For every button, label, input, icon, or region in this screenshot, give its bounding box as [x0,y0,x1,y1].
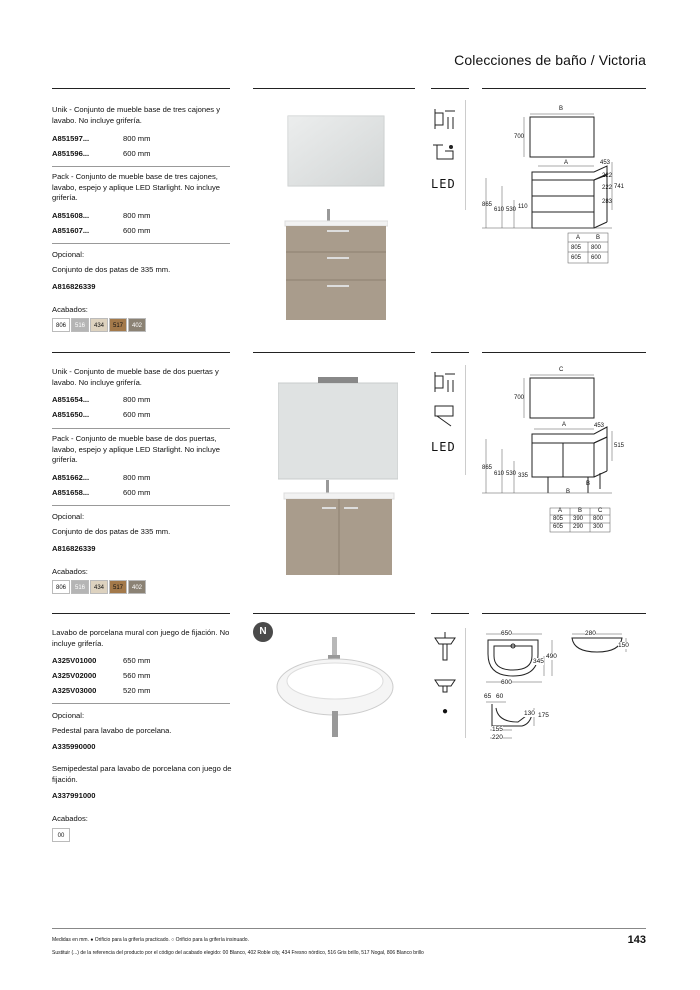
dim-label: 700 [514,395,525,401]
dim-label: 700 [514,134,525,140]
rule [482,613,646,614]
optional-description: Conjunto de dos patas de 335 mm. [52,527,171,536]
divider [52,243,230,244]
footer-note: Medidas en mm. ● Orificio para la grifería practicado. ○ Orificio para la grifería insinuado. [52,937,249,943]
optional-code: A816826339 [52,282,96,291]
icon-column [431,105,459,195]
optional-code: A335990000 [52,742,96,751]
dim-label: 610 [494,471,505,477]
dim-label: C [559,367,564,373]
footer-rule [52,928,646,929]
table-cell: 800 [591,245,602,251]
door-swing-icon [431,404,459,428]
product-size: 650 mm [123,656,151,665]
washbasin-image [270,635,400,740]
vanity-drawers-image [283,112,388,322]
swatch: 434 [90,318,108,332]
product-code: A851607... [52,226,90,235]
table-header: C [598,508,603,514]
divider [52,505,230,506]
product-size: 800 mm [123,211,151,220]
dim-label: 110 [518,204,528,210]
table-cell: 805 [571,245,582,251]
table-header: A [558,508,563,514]
technical-drawing [482,626,642,761]
rule [482,88,646,89]
rule [431,88,469,89]
table-cell: 600 [591,255,602,261]
icon-column [431,368,459,463]
swatch: 402 [128,580,146,594]
product-description: Unik - Conjunto de mueble base de dos puertas y lavabo. No incluye grifería. [52,367,219,387]
semi-pedestal-icon [431,674,459,694]
rule [52,88,230,89]
vanity-doors-image [278,373,398,578]
dim-label: 453 [594,423,605,429]
rule [482,352,646,353]
swatch: 516 [71,318,89,332]
dim-label: 650 [501,630,512,637]
optional-description: Pedestal para lavabo de porcelana. [52,726,172,735]
new-badge: N [253,622,273,642]
table-cell: 290 [573,524,584,530]
dim-label: 155 [492,726,503,733]
dim-label: 220 [492,734,503,741]
separator [465,100,466,210]
product-description: Lavabo de porcelana mural con juego de fijación. No incluye grifería. [52,628,230,648]
optional-description: Conjunto de dos patas de 335 mm. [52,265,171,274]
dim-label: 490 [546,653,557,660]
rule [431,352,469,353]
product-size: 600 mm [123,149,151,158]
technical-drawing [482,100,642,270]
rule [253,352,415,353]
dim-label: 530 [506,471,517,477]
optional-label: Opcional: [52,711,85,720]
pedestal-icon [431,630,459,664]
dim-label: B [586,481,591,487]
technical-drawing [482,365,642,535]
table-header: A [576,235,581,241]
cabinet-wall-icon [431,368,459,396]
dim-label: 530 [506,207,517,213]
product-size: 800 mm [123,395,151,404]
optional-label: Opcional: [52,250,85,259]
product-code: A851654... [52,395,90,404]
dim-label: 280 [585,630,596,637]
swatch: 434 [90,580,108,594]
finish-swatches [52,318,147,332]
product-code: A851658... [52,488,90,497]
product-description: Unik - Conjunto de mueble base de tres cajones y lavabo. No incluye grifería. [52,105,221,125]
optional-label: Opcional: [52,512,85,521]
dim-label: 865 [482,202,493,208]
product-code: A851608... [52,211,90,220]
dim-label: A [564,160,569,166]
footer-note: Sustituir (...) de la referencia del producto por el código del acabado elegido: 00 Blanco, 402 Roble city, 434 Fresno nórdico, 516 Gris brillo, 517 Nogal, 806 Blanco brillo [52,950,424,956]
dim-label: 60 [496,693,504,700]
dim-label: 453 [600,160,611,166]
product-description: Pack - Conjunto de mueble base de tres cajones, lavabo, espejo y aplique LED Starlight. No incluye grifería. [52,172,221,202]
table-header: B [578,508,583,514]
rule [52,352,230,353]
product-size: 800 mm [123,134,151,143]
separator [465,628,466,738]
finishes-label: Acabados: [52,814,88,823]
product-size: 600 mm [123,488,151,497]
dim-label: 283 [602,199,613,205]
swatch: 806 [52,318,70,332]
optional-description: Semipedestal para lavabo de porcelana con juego de fijación. [52,764,232,784]
product-size: 560 mm [123,671,151,680]
product-code: A851597... [52,134,90,143]
finish-swatches [52,828,71,842]
dim-label: 610 [494,207,505,213]
dim-label: 741 [614,184,625,190]
table-cell: 300 [593,524,604,530]
product-size: 600 mm [123,410,151,419]
product-code: A325V02000 [52,671,97,680]
led-icon: LED [431,177,456,191]
dim-label: 345 [533,658,544,665]
led-icon: LED [431,440,456,454]
product-code: A851650... [52,410,90,419]
divider [52,428,230,429]
dim-label: B [566,489,571,495]
divider [52,166,230,167]
swatch: 402 [128,318,146,332]
product-code: A325V01000 [52,656,97,665]
rule [253,88,415,89]
dim-label: 335 [518,473,529,479]
dim-label: A [562,422,567,428]
dim-label: 865 [482,465,493,471]
cabinet-wall-icon [431,105,459,133]
table-cell: 390 [573,516,584,522]
swatch: 806 [52,580,70,594]
dim-label: B [559,106,564,112]
dim-label: 175 [538,712,549,719]
dim-label: 130 [524,710,535,717]
table-cell: 605 [571,255,582,261]
product-size: 800 mm [123,473,151,482]
optional-code: A816826339 [52,544,96,553]
table-cell: 605 [553,524,564,530]
dim-label: 222 [602,185,613,191]
faucet-hole-icon: ● [441,706,449,717]
finishes-label: Acabados: [52,567,88,576]
page-title: Colecciones de baño / Victoria [454,52,646,68]
table-cell: 800 [593,516,604,522]
dim-label: 515 [614,443,625,449]
swatch: 517 [109,318,127,332]
product-size: 600 mm [123,226,151,235]
product-size: 520 mm [123,686,151,695]
dim-label: 65 [484,693,492,700]
swatch: 516 [71,580,89,594]
rule [253,613,415,614]
table-cell: 805 [553,516,564,522]
dim-label: 222 [602,173,613,179]
swatch: 517 [109,580,127,594]
divider [52,703,230,704]
swatch: 00 [52,828,70,842]
table-header: B [596,235,601,241]
product-code: A325V03000 [52,686,97,695]
finish-swatches [52,580,147,594]
dim-label: 600 [501,679,512,686]
faucet-icon [431,141,459,163]
product-description: Pack - Conjunto de mueble base de dos puertas, lavabo, espejo y aplique LED Starlight. No incluye grifería. [52,434,221,464]
product-code: A851596... [52,149,90,158]
rule [431,613,469,614]
page-number: 143 [627,934,646,946]
product-code: A851662... [52,473,90,482]
finishes-label: Acabados: [52,305,88,314]
separator [465,365,466,475]
optional-code: A337991000 [52,791,96,800]
icon-column [431,630,459,725]
dim-label: 150 [618,642,629,649]
rule [52,613,230,614]
